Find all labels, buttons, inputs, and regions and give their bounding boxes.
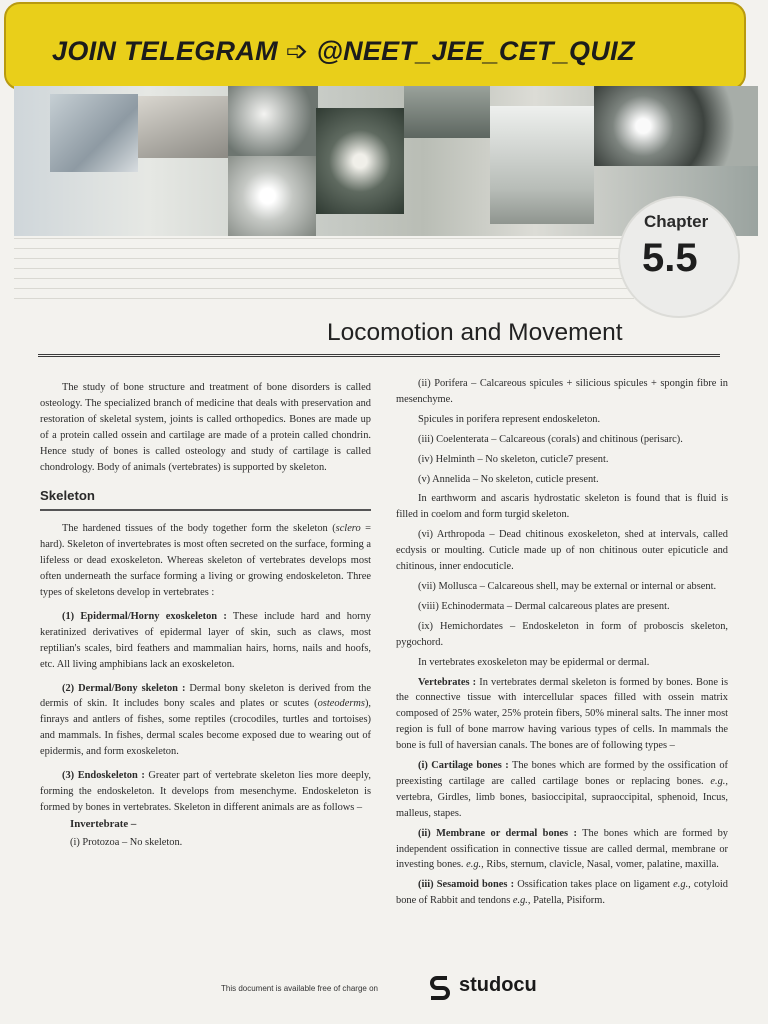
right-column [396, 376, 728, 911]
section-heading-skeleton: Skeleton [40, 488, 371, 511]
hemichordates-paragraph: (ix) Hemichordates – Endoskeleton in form of proboscis skeleton, pygochord. [396, 620, 728, 648]
porifera-line: (ii) Porifera – Calcareous spicules + silicious spicules + spongin fibre in mesenchyme. [396, 378, 728, 405]
sesamoid-bones-paragraph: (iii) Sesamoid bones : Ossification takes place on ligament e.g., cotyloid bone of Rabbit and tendons e.g., Patella, Pisiform. [396, 879, 728, 907]
decorative-lines [14, 238, 634, 318]
title-divider [38, 354, 720, 357]
studocu-brand[interactable]: studocu [459, 974, 537, 996]
earthworm-paragraph: In earthworm and ascaris hydrostatic skeleton is found that is fluid is filled in coelom and form turgid skeleton. [396, 493, 728, 521]
helminth-line: (iv) Helminth – No skeleton, cuticle7 present. [418, 453, 609, 465]
header-photo [490, 106, 594, 224]
epidermal-paragraph: (1) Epidermal/Horny exoskeleton : These include hard and horny keratinized derivatives of epidermal layer of skin, such as claws, most reptilian's scales, bird feathers and mammalian hairs, horns, nails and hoofs, etc. All living amphibians lack an exoskeleton. [40, 610, 372, 670]
chapter-number: 5.5 [642, 236, 698, 280]
coelenterata-line: (iii) Coelenterata – Calcareous (corals) and chitinous (perisarc). [418, 433, 683, 445]
invertebrate-heading: Invertebrate – [70, 818, 137, 831]
header-photo [404, 86, 490, 138]
header-photo [228, 86, 318, 156]
telegram-banner[interactable] [4, 2, 746, 90]
spicules-line: Spicules in porifera represent endoskeleton. [418, 413, 601, 425]
protozoa-line: (i) Protozoa – No skeleton. [70, 836, 183, 848]
membrane-bones-paragraph: (ii) Membrane or dermal bones : The bones which are formed by independent ossification in connective tissue are called dermal, membrane or investing bones. e.g., Ribs, sternum, clavicle, Nasal, vomer, palatine, maxilla. [396, 827, 728, 871]
skeleton-paragraph: The hardened tissues of the body together form the skeleton (sclero = hard). Skeleton of invertebrates is most often secreted on the surface, forming a lifeless or dead exoskeleton. Whereas skeleton of vertebrates develops most often underneath the surface forming a living or growing endoskeleton. Three types of skeletons develop in vertebrates : [40, 523, 371, 598]
banner-text: JOIN TELEGRAM ➩ @NEET_JEE_CET_QUIZ [52, 36, 635, 66]
dermal-paragraph: (2) Dermal/Bony skeleton : Dermal bony skeleton is derived from the dermis of skin. It includes bony scales and plates or scutes (osteoderms), finrays and antlers of fishes, some reptiles (crocodiles, turtles and tortoises) and mammals. In fishes, dermal scales become exposed due to wearing out of epidermis, and form exoskeleton. [40, 682, 371, 758]
mollusca-paragraph: (vii) Mollusca – Calcareous shell, may be external or internal or absent. [418, 580, 717, 592]
chapter-label: Chapter [644, 212, 709, 231]
vertebrates-paragraph: Vertebrates : In vertebrates dermal skeleton is formed by bones. Bone is the connective tissue with intercellular spaces filled with ossein matrix composed of 25% water, 25% protein fibers, 50% mineral salts. The inner most region is full of bone marrow having various types of cells. In mammals the bone is full of haversian canals. The bones are of following types – [396, 676, 728, 752]
echinodermata-line: (viii) Echinodermata – Dermal calcareous plates are present. [418, 600, 670, 612]
endoskeleton-paragraph: (3) Endoskeleton : Greater part of vertebrate skeleton lies more deeply, forming the endoskeleton. It develops from mesenchyme. Endoskeleton is formed by bones in vertebrates. Skeleton in different animals are as follows – [40, 770, 371, 813]
intro-paragraph: The study of bone structure and treatment of bone disorders is called osteology. The specialized branch of medicine that deals with preservation and restoration of skeletal system, joints is called orthopedics. Bones are made up of a protein called ossein and cartilage are made of a protein called chondrin. Hence study of bones is called osteology and study of cartilage is called chondrology. Body of animals (vertebrates) is supported by skeleton. [40, 382, 371, 473]
arthropoda-paragraph: (vi) Arthropoda – Dead chitinous exoskeleton, shed at intervals, called ecdysis or moulting. Cuticle made up of non chitinous outer epicuticle and chitinous, inner endocuticle. [396, 529, 728, 573]
annelida-line: (v) Annelida – No skeleton, cuticle present. [418, 473, 599, 485]
header-photo [316, 108, 404, 214]
left-column [40, 380, 371, 852]
header-photo [594, 86, 758, 166]
studocu-logo-icon[interactable] [425, 972, 455, 1002]
header-photo [138, 96, 228, 158]
footer-availability-text: This document is available free of charge on [221, 984, 378, 993]
cartilage-bones-paragraph: (i) Cartilage bones : The bones which are formed by the ossification of preexisting cartilage are called cartilage bones or replacing bones. e.g., vertebra, Girdles, limb bones, basioccipital, supraoccipital, sphenoid, Incus, malleus, stapes. [396, 760, 728, 819]
header-photo [228, 156, 316, 236]
vertebrate-exoskeleton-line: In vertebrates exoskeleton may be epidermal or dermal. [418, 656, 650, 668]
header-photo [50, 94, 138, 172]
chapter-title: Locomotion and Movement [327, 319, 623, 346]
